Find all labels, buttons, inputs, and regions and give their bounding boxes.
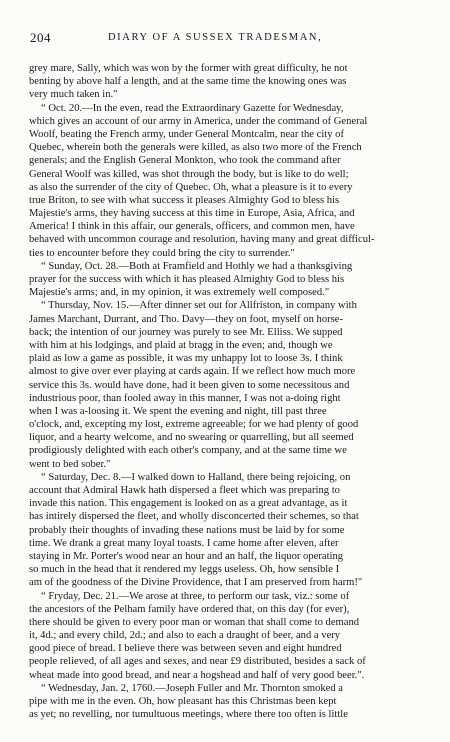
text-line: which gives an account of our army in America, under the command of General bbox=[29, 115, 368, 127]
text-line: America! I think in this affair, our generals, officers, and common men, have bbox=[29, 221, 355, 233]
text-line: Majestie's arms, they having success at this time in Europe, Asia, Africa, and bbox=[29, 208, 355, 220]
entry-start-line: “ Wednesday, Jan. 2, 1760.—Joseph Fuller and Mr. Thornton smoked a bbox=[41, 682, 344, 694]
text-line: it, 4d.; and every child, 2d.; and also to each a draught of beer, and a very bbox=[29, 630, 341, 642]
text-line: true Briton, to see with what success it pleases Almighty God to bless his bbox=[29, 194, 340, 206]
text-line: good piece of bread. I believe there was between seven and eight hundred bbox=[29, 643, 342, 655]
text-line: wheat made into good bread, and near a hogshead and half of very good beer.". bbox=[29, 669, 365, 681]
text-line: Quebec, wherein both the generals were killed, as also two more of the French bbox=[29, 142, 362, 154]
entry-start-line: “ Oct. 20.—In the even, read the Extraordinary Gazette for Wednesday, bbox=[41, 102, 344, 114]
text-line: very much taken in." bbox=[29, 89, 118, 101]
text-line: prodigiously delighted with each other's company, and at the same time we bbox=[29, 445, 347, 457]
text-line: pipe with me in the even. Oh, how pleasant has this Christmas been kept bbox=[29, 696, 337, 707]
page-number: 204 bbox=[30, 30, 51, 45]
text-line: liquor, and a hearty welcome, and no swearing or quarrelling, but all seemed bbox=[29, 432, 354, 444]
text-line: ties to encounter before they could bring the city to surrender." bbox=[29, 247, 295, 259]
text-line: service this 3s. would have done, had it been given to some necessitous and bbox=[29, 379, 350, 391]
entry-start-line: “ Sunday, Oct. 28.—Both at Framfield and Hothly we had a thanksgiving bbox=[41, 260, 353, 272]
text-line: almost to give over ever playing at cards again. If we reflect how much more bbox=[29, 366, 356, 378]
text-line: industrious poor, than fooled away in this manner, I was not a-doing right bbox=[29, 392, 341, 404]
text-line: time. We drank a great many loyal toasts. I came home after eleven, after bbox=[29, 537, 339, 549]
text-line: went to bed sober." bbox=[29, 458, 111, 470]
text-line: people relieved, of all ages and sexes, and near £9 distributed, besides a sack of bbox=[29, 656, 366, 668]
text-line: with him at his lodgings, and plaid at bragg in the even; and, though we bbox=[29, 339, 333, 351]
text-line: o'clock, and, excepting my lost, extreme agreeable; for we had plenty of good bbox=[29, 419, 359, 431]
text-line: benting by above half a length, and at the same time the knowing ones was bbox=[29, 76, 347, 88]
text-line: behaved with uncommon courage and resolution, having many and great difficul- bbox=[29, 234, 375, 246]
text-line: there should be given to every poor man or woman that shall come to demand bbox=[29, 616, 360, 628]
text-line: generals; and the English General Monkton, who took the command after bbox=[29, 155, 341, 167]
text-line: back; the intention of our journey was purely to see Mr. Elliss. We supped bbox=[29, 326, 343, 338]
text-line: Majestie's arms; and, in my opinion, it was extremely well composed." bbox=[29, 287, 330, 299]
text-line: Woolf, beating the French army, under General Montcalm, near the city of bbox=[29, 128, 344, 140]
text-line: when I was a-loosing it. We spent the evening and night, till past three bbox=[29, 405, 327, 417]
entry-start-line: “ Saturday, Dec. 8.—I walked down to Halland, there being rejoicing, on bbox=[41, 471, 351, 483]
text-line: James Marchant, Durrant, and Tho. Davy—they on foot, myself on horse- bbox=[29, 313, 344, 325]
text-line: has intirely dispersed the fleet, and wholly disconcerted their schemes, so that bbox=[29, 511, 359, 523]
body-text bbox=[29, 62, 423, 721]
text-line: as yet; no revelling, nor tumultuous meetings, where there too often is little bbox=[29, 709, 348, 721]
running-head: DIARY OF A SUSSEX TRADESMAN, bbox=[108, 32, 323, 43]
text-line: am of the goodness of the Divine Providence, that I am preserved from harm!" bbox=[29, 577, 363, 589]
page-header bbox=[30, 30, 422, 46]
text-line: invade this nation. This engagement is looked on as a great advantage, as it bbox=[29, 498, 348, 510]
text-line: probably their thoughts of invading these nations must be laid by for some bbox=[29, 524, 345, 536]
text-line: the ancestors of the Pelham family have ordered that, on this day (for ever), bbox=[29, 603, 350, 615]
text-line: prayer for the success with which it has pleased Almighty God to bless his bbox=[29, 274, 345, 285]
text-line: plaid as low a game as possible, it was my unhappy lot to loose 3s. I think bbox=[29, 353, 343, 365]
text-line: General Woolf was killed, was shot through the body, but is like to do well; bbox=[29, 168, 349, 180]
text-line: as also the surrender of the city of Quebec. Oh, what a pleasure is it to every bbox=[29, 181, 353, 193]
entry-start-line: “ Thursday, Nov. 15.—After dinner set out for Allfriston, in company with bbox=[41, 300, 357, 312]
text-line: grey mare, Sally, which was won by the former with great difficulty, he not bbox=[29, 63, 348, 74]
entry-start-line: “ Fryday, Dec. 21.—We arose at three, to perform our task, viz.: some of bbox=[41, 590, 350, 602]
text-line: account that Admiral Hawk hath dispersed a fleet which was preparing to bbox=[29, 485, 340, 496]
text-line: so much in the head that it rendered my leggs useless. Oh, how sensible I bbox=[29, 564, 340, 576]
text-line: staying in Mr. Porter's wood near an hour and an half, the liquor operating bbox=[29, 550, 344, 562]
